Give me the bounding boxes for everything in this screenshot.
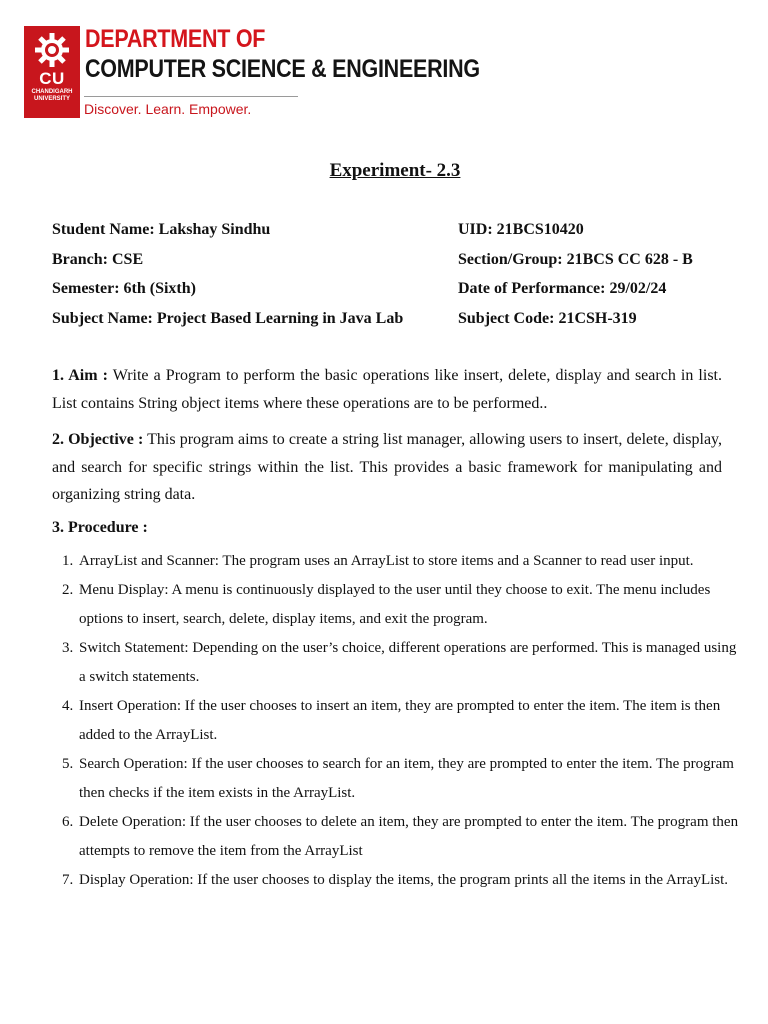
list-text: Menu Display: A menu is continuously displayed to the user until they choose to exit. The menu includes options to insert, search, delete, display items, and exit the program. [79,582,711,627]
list-number: 1. [62,553,74,569]
logo-text: CU [39,69,65,88]
section-group: Section/Group: 21BCS CC 628 - B [458,250,693,268]
uid: UID: 21BCS10420 [458,221,584,238]
list-text: Switch Statement: Depending on the user’s choice, different operations are performed. This is managed using a switch statements. [79,640,737,685]
logo-subtext: CHANDIGARH UNIVERSITY [31,89,73,102]
list-item [0,576,768,634]
aim-paragraph [52,362,722,417]
list-text: Delete Operation: If the user chooses to delete an item, they are prompted to enter the item. The program then attempts to remove the item from the ArrayList [79,814,739,859]
aim-label: 1. Aim : [52,367,108,384]
procedure-heading: 3. Procedure : [52,519,148,536]
list-number: 5. [62,756,74,772]
list-item [0,808,768,866]
aim-text: Write a Program to perform the basic operations like insert, delete, display and search in list. List contains String object items where these operations are to be performed.. [52,367,722,412]
list-number: 6. [62,814,74,830]
subject-name: Subject Name: Project Based Learning in Java Lab [52,309,404,327]
list-item [0,692,768,750]
student-info-left [52,215,403,333]
gear-emblem-icon [32,30,72,70]
student-name: Student Name: Lakshay Sindhu [52,221,271,238]
objective-paragraph [52,426,722,509]
branch: Branch: CSE [52,250,144,268]
list-item [0,866,768,895]
header-divider [84,96,298,97]
procedure-list [0,547,768,895]
list-item [0,634,768,692]
list-number: 7. [62,872,74,888]
university-logo [24,26,80,118]
student-info-right [458,215,693,333]
objective-label: 2. Objective : [52,431,144,448]
list-number: 4. [62,698,74,714]
list-item [0,547,768,576]
letterhead [24,25,480,122]
semester: Semester: 6th (Sixth) [52,280,196,298]
date-of-performance: Date of Performance: 29/02/24 [458,280,667,298]
tagline: Discover. Learn. Empower. [84,101,252,117]
list-item [0,750,768,808]
objective-text: This program aims to create a string list manager, allowing users to insert, delete, display, and search for specific strings within the list. This provides a basic framework for manipulating and organizing string data. [52,431,723,503]
subject-code: Subject Code: 21CSH-319 [458,309,637,327]
list-text: Insert Operation: If the user chooses to insert an item, they are prompted to enter the item. The item is then added to the ArrayList. [79,698,721,743]
department-title-line1: DEPARTMENT OF [85,25,266,53]
department-title-line2: COMPUTER SCIENCE & ENGINEERING [85,55,480,83]
list-number: 3. [62,640,74,656]
list-number: 2. [62,582,74,598]
experiment-title: Experiment- 2.3 [329,160,461,181]
list-text: Display Operation: If the user chooses to display the items, the program prints all the items in the ArrayList. [79,872,729,888]
list-text: ArrayList and Scanner: The program uses an ArrayList to store items and a Scanner to read user input. [79,553,694,569]
list-text: Search Operation: If the user chooses to search for an item, they are prompted to enter the item. The program then checks if the item exists in the ArrayList. [79,756,734,801]
